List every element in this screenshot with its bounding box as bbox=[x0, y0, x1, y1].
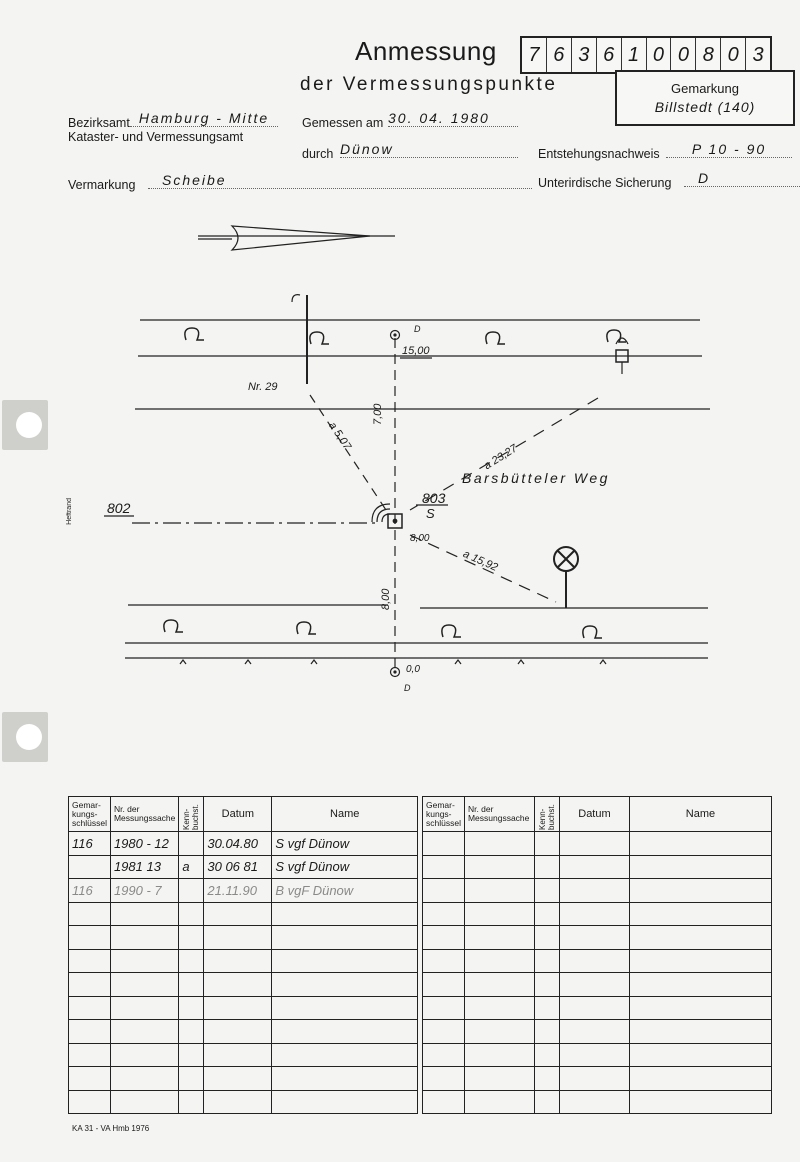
empty-cell bbox=[272, 926, 418, 950]
empty-cell bbox=[629, 1067, 771, 1091]
empty-cell bbox=[629, 879, 771, 903]
empty-cell bbox=[69, 1020, 111, 1044]
pole-nr-29-label: Nr. 29 bbox=[248, 381, 278, 393]
empty-cell bbox=[534, 996, 559, 1020]
empty-cell bbox=[559, 1020, 629, 1044]
point-802-label: 802 bbox=[107, 500, 131, 516]
number-digit: 1 bbox=[622, 38, 647, 72]
table-row bbox=[423, 926, 772, 950]
empty-cell bbox=[559, 949, 629, 973]
measure-7-00: 7,00 bbox=[372, 403, 384, 425]
empty-cell bbox=[423, 855, 465, 879]
col-header-name: Name bbox=[629, 797, 771, 832]
marker-d-bottom: D bbox=[404, 683, 411, 693]
table-row bbox=[423, 949, 772, 973]
traffic-sign-icon bbox=[554, 547, 578, 608]
empty-cell bbox=[179, 926, 204, 950]
cell-nr: 1980 - 12 bbox=[110, 832, 178, 856]
empty-cell bbox=[464, 1043, 534, 1067]
empty-cell bbox=[534, 832, 559, 856]
table-row bbox=[69, 949, 418, 973]
measure-0-00: 0,0 bbox=[406, 664, 420, 675]
cell-name: B vgF Dünow bbox=[272, 879, 418, 903]
empty-cell bbox=[110, 902, 178, 926]
empty-cell bbox=[204, 949, 272, 973]
empty-cell bbox=[464, 996, 534, 1020]
empty-cell bbox=[464, 879, 534, 903]
empty-cell bbox=[464, 973, 534, 997]
empty-cell bbox=[534, 973, 559, 997]
empty-cell bbox=[204, 1020, 272, 1044]
table-row bbox=[69, 996, 418, 1020]
number-digit: 0 bbox=[647, 38, 672, 72]
empty-cell bbox=[204, 926, 272, 950]
cell-schluessel bbox=[69, 855, 111, 879]
measure-8-00-a: 8,00 bbox=[410, 533, 430, 544]
north-arrow-icon bbox=[198, 226, 395, 250]
empty-cell bbox=[534, 1020, 559, 1044]
empty-cell bbox=[534, 1067, 559, 1091]
empty-cell bbox=[179, 902, 204, 926]
measure-23-27: a 23,27 bbox=[482, 442, 520, 473]
table-row bbox=[69, 1043, 418, 1067]
number-digit: 6 bbox=[547, 38, 572, 72]
empty-cell bbox=[110, 973, 178, 997]
table-row bbox=[423, 902, 772, 926]
empty-cell bbox=[629, 1020, 771, 1044]
empty-cell bbox=[464, 855, 534, 879]
gemarkung-value: Billstedt (140) bbox=[654, 99, 756, 115]
cell-kenn: a bbox=[179, 855, 204, 879]
empty-cell bbox=[272, 1090, 418, 1114]
empty-cell bbox=[464, 902, 534, 926]
empty-cell bbox=[272, 1043, 418, 1067]
gemessen-label: Gemessen am bbox=[302, 116, 384, 130]
col-header-kenn: Kenn-buchst. bbox=[534, 797, 559, 832]
empty-cell bbox=[559, 1067, 629, 1091]
empty-cell bbox=[110, 1043, 178, 1067]
measure-5-07: a 5,07 bbox=[326, 420, 354, 453]
empty-cell bbox=[464, 926, 534, 950]
empty-cell bbox=[110, 926, 178, 950]
table-row bbox=[69, 1067, 418, 1091]
col-header-name: Name bbox=[272, 797, 418, 832]
cell-schluessel: 116 bbox=[69, 832, 111, 856]
empty-cell bbox=[204, 1067, 272, 1091]
empty-cell bbox=[559, 1043, 629, 1067]
empty-cell bbox=[110, 949, 178, 973]
cell-nr: 1981 13 bbox=[110, 855, 178, 879]
empty-cell bbox=[179, 949, 204, 973]
heftrand-label: Heftrand bbox=[66, 498, 73, 525]
empty-cell bbox=[69, 996, 111, 1020]
empty-cell bbox=[464, 949, 534, 973]
table-row bbox=[423, 855, 772, 879]
empty-cell bbox=[423, 973, 465, 997]
empty-cell bbox=[534, 879, 559, 903]
empty-cell bbox=[179, 1020, 204, 1044]
number-digit: 0 bbox=[721, 38, 746, 72]
table-row bbox=[423, 1090, 772, 1114]
empty-cell bbox=[69, 1043, 111, 1067]
empty-cell bbox=[559, 926, 629, 950]
empty-cell bbox=[69, 902, 111, 926]
entstehung-value: P 10 - 90 bbox=[666, 141, 792, 158]
empty-cell bbox=[272, 1020, 418, 1044]
table-row bbox=[69, 1020, 418, 1044]
empty-cell bbox=[559, 879, 629, 903]
empty-cell bbox=[534, 1043, 559, 1067]
table-row bbox=[69, 832, 418, 856]
empty-cell bbox=[559, 902, 629, 926]
empty-cell bbox=[559, 996, 629, 1020]
empty-cell bbox=[423, 832, 465, 856]
empty-cell bbox=[629, 832, 771, 856]
table-row bbox=[69, 1090, 418, 1114]
empty-cell bbox=[464, 1090, 534, 1114]
empty-cell bbox=[272, 949, 418, 973]
empty-cell bbox=[534, 855, 559, 879]
empty-cell bbox=[110, 996, 178, 1020]
register-table-left bbox=[68, 796, 418, 1114]
empty-cell bbox=[629, 926, 771, 950]
empty-cell bbox=[204, 973, 272, 997]
col-header-nr: Nr. der Messungssache bbox=[110, 797, 178, 832]
number-digit: 0 bbox=[671, 38, 696, 72]
table-row bbox=[423, 973, 772, 997]
empty-cell bbox=[179, 1043, 204, 1067]
empty-cell bbox=[534, 926, 559, 950]
empty-cell bbox=[629, 902, 771, 926]
empty-cell bbox=[272, 996, 418, 1020]
number-digit: 8 bbox=[696, 38, 721, 72]
bezirksamt-label: Bezirksamt bbox=[68, 116, 130, 130]
empty-cell bbox=[629, 949, 771, 973]
empty-cell bbox=[204, 1043, 272, 1067]
empty-cell bbox=[272, 1067, 418, 1091]
empty-cell bbox=[629, 1090, 771, 1114]
empty-cell bbox=[423, 1043, 465, 1067]
gemessen-value: 30. 04. 1980 bbox=[388, 110, 518, 127]
number-digit: 7 bbox=[522, 38, 547, 72]
street-name: Barsbütteler Weg bbox=[462, 470, 610, 486]
empty-cell bbox=[423, 926, 465, 950]
table-row bbox=[69, 973, 418, 997]
empty-cell bbox=[629, 855, 771, 879]
empty-cell bbox=[272, 973, 418, 997]
gemarkung-label: Gemarkung bbox=[671, 81, 739, 96]
table-row bbox=[423, 996, 772, 1020]
empty-cell bbox=[179, 996, 204, 1020]
cell-kenn bbox=[179, 879, 204, 903]
empty-cell bbox=[559, 832, 629, 856]
empty-cell bbox=[559, 973, 629, 997]
form-subtitle: der Vermessungspunkte bbox=[300, 74, 558, 95]
vermarkung-label: Vermarkung bbox=[68, 178, 136, 192]
table-row bbox=[69, 926, 418, 950]
empty-cell bbox=[423, 1090, 465, 1114]
cell-datum: 30.04.80 bbox=[204, 832, 272, 856]
empty-cell bbox=[179, 973, 204, 997]
kataster-label: Kataster- und Vermessungsamt bbox=[68, 130, 244, 144]
cell-datum: 30 06 81 bbox=[204, 855, 272, 879]
marker-d-top: D bbox=[414, 324, 421, 334]
empty-cell bbox=[534, 902, 559, 926]
table-row bbox=[69, 902, 418, 926]
empty-cell bbox=[464, 1067, 534, 1091]
empty-cell bbox=[629, 996, 771, 1020]
empty-cell bbox=[423, 1020, 465, 1044]
cell-kenn bbox=[179, 832, 204, 856]
number-digit: 3 bbox=[752, 43, 764, 66]
table-row bbox=[69, 879, 418, 903]
empty-cell bbox=[464, 1020, 534, 1044]
bezirksamt-value: Hamburg - Mitte bbox=[130, 110, 278, 127]
empty-cell bbox=[464, 832, 534, 856]
form-title: Anmessung bbox=[355, 36, 497, 66]
measure-15-92: a 15,92 bbox=[461, 548, 500, 574]
empty-cell bbox=[179, 1067, 204, 1091]
empty-cell bbox=[534, 949, 559, 973]
cell-nr: 1990 - 7 bbox=[110, 879, 178, 903]
empty-cell bbox=[629, 1043, 771, 1067]
empty-cell bbox=[272, 902, 418, 926]
empty-cell bbox=[559, 855, 629, 879]
empty-cell bbox=[179, 1090, 204, 1114]
sicherung-label: Unterirdische Sicherung bbox=[538, 176, 672, 190]
vermarkung-value: Scheibe bbox=[148, 172, 532, 189]
empty-cell bbox=[69, 926, 111, 950]
cell-datum: 21.11.90 bbox=[204, 879, 272, 903]
table-row bbox=[423, 1020, 772, 1044]
empty-cell bbox=[110, 1067, 178, 1091]
col-header-schluessel: Gemar-kungs-schlüssel bbox=[69, 797, 111, 832]
form-code: KA 31 - VA Hmb 1976 bbox=[72, 1124, 150, 1133]
number-digit: 6 bbox=[597, 38, 622, 72]
table-row bbox=[423, 1043, 772, 1067]
empty-cell bbox=[110, 1090, 178, 1114]
col-header-datum: Datum bbox=[559, 797, 629, 832]
col-header-nr: Nr. der Messungssache bbox=[464, 797, 534, 832]
col-header-kenn: Kenn-buchst. bbox=[179, 797, 204, 832]
empty-cell bbox=[110, 1020, 178, 1044]
col-header-schluessel: Gemar-kungs-schlüssel bbox=[423, 797, 465, 832]
table-row bbox=[423, 832, 772, 856]
cell-name: S vgf Dünow bbox=[272, 832, 418, 856]
point-803-label: 803 bbox=[422, 490, 446, 506]
empty-cell bbox=[204, 1090, 272, 1114]
entstehung-label: Entstehungsnachweis bbox=[538, 147, 660, 161]
empty-cell bbox=[423, 879, 465, 903]
table-row bbox=[423, 1067, 772, 1091]
table-row bbox=[69, 855, 418, 879]
empty-cell bbox=[423, 1067, 465, 1091]
durch-label: durch bbox=[302, 147, 334, 161]
point-803-type: S bbox=[426, 506, 435, 521]
table-row bbox=[423, 879, 772, 903]
empty-cell bbox=[423, 996, 465, 1020]
sicherung-value: D bbox=[684, 170, 800, 187]
empty-cell bbox=[534, 1090, 559, 1114]
empty-cell bbox=[629, 973, 771, 997]
empty-cell bbox=[69, 973, 111, 997]
empty-cell bbox=[423, 902, 465, 926]
empty-cell bbox=[559, 1090, 629, 1114]
cell-schluessel: 116 bbox=[69, 879, 111, 903]
empty-cell bbox=[69, 949, 111, 973]
register-table-right bbox=[422, 796, 772, 1114]
empty-cell bbox=[204, 996, 272, 1020]
measure-8-00-b: 8,00 bbox=[380, 588, 392, 610]
number-digit: 3 bbox=[572, 38, 597, 72]
empty-cell bbox=[204, 902, 272, 926]
durch-value: Dünow bbox=[340, 141, 518, 158]
col-header-datum: Datum bbox=[204, 797, 272, 832]
empty-cell bbox=[69, 1090, 111, 1114]
measure-15-00: 15,00 bbox=[402, 345, 430, 357]
cell-name: S vgf Dünow bbox=[272, 855, 418, 879]
empty-cell bbox=[423, 949, 465, 973]
empty-cell bbox=[69, 1067, 111, 1091]
